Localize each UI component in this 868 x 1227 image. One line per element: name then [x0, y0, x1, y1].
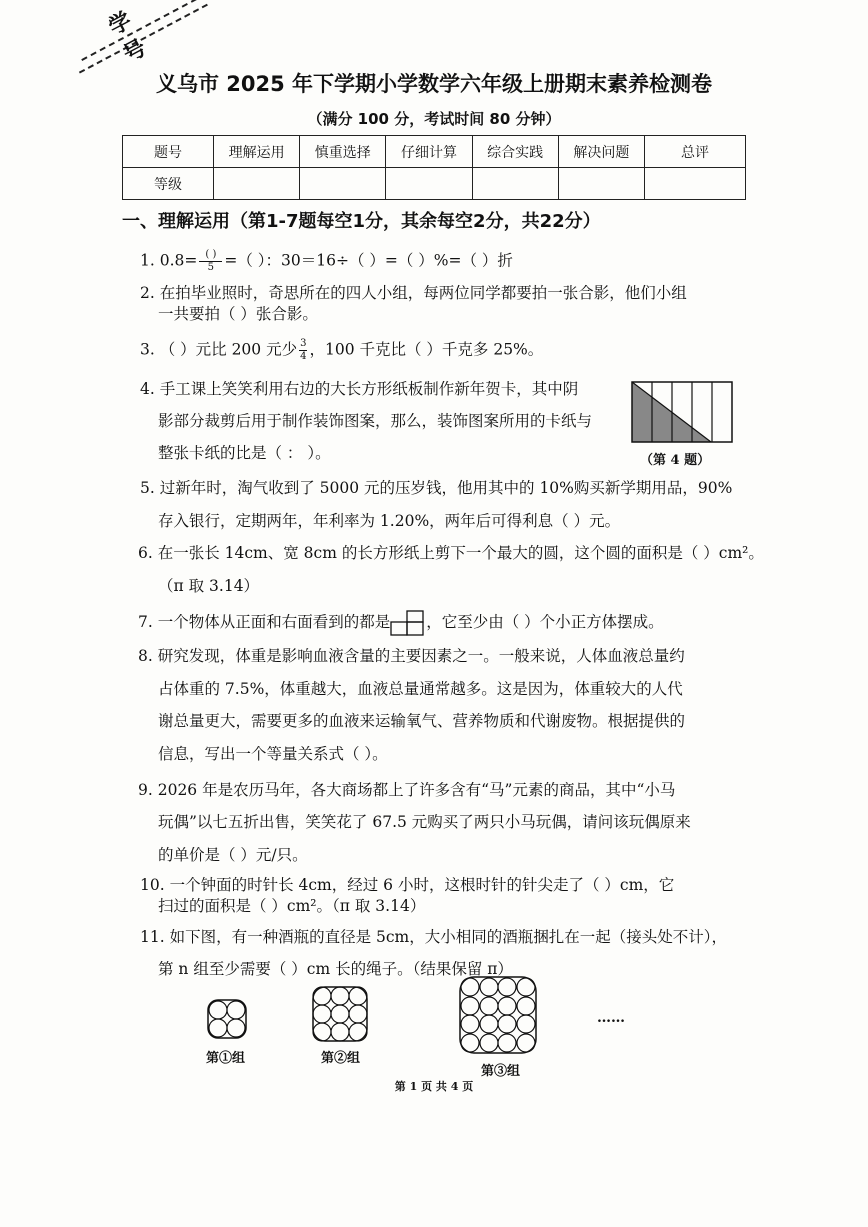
question-4-line-2: 影部分裁剪后用于制作装饰图案，那么，装饰图案所用的卡纸与	[158, 412, 593, 430]
question-2-line-2: 一共要拍（ ）张合影。	[158, 305, 318, 323]
q3-frac-num: 3	[300, 338, 307, 349]
q4-caption: （第 4 题）	[640, 453, 711, 468]
q7-view-figure	[390, 610, 426, 636]
table-row	[123, 168, 746, 200]
table-cell: 综合实践	[472, 136, 558, 168]
question-10-line-1: 10. 一个钟面的时针长 4cm，经过 6 小时，这根时针的针尖走了（ ）cm，它	[140, 876, 675, 894]
question-9-line-3: 的单价是（ ）元/只。	[158, 846, 308, 864]
table-row	[123, 136, 746, 168]
question-10-line-2: 扫过的面积是（ ）cm²。（π 取 3.14）	[158, 897, 426, 915]
bottle-group-3-label: 第③组	[481, 1064, 521, 1079]
page-subtitle: （满分 100 分，考试时间 80 分钟）	[307, 110, 561, 128]
bottle-group-2-label: 第②组	[321, 1051, 361, 1066]
bottle-group-3-figure	[459, 976, 537, 1054]
question-6-line-2: （π 取 3.14）	[158, 577, 260, 595]
ellipsis: ……	[597, 1010, 625, 1026]
question-4-line-3: 整张卡纸的比是（ ： ）。	[158, 444, 331, 462]
grade-cell[interactable]	[300, 168, 386, 200]
question-9-line-2: 玩偶”以七五折出售，笑笑花了 67.5 元购买了两只小马玩偶，请问该玩偶原来	[158, 813, 691, 831]
question-11-line-2: 第 n 组至少需要（ ）cm 长的绳子。（结果保留 π）	[158, 960, 513, 978]
page-footer: 第 1 页 共 4 页	[394, 1080, 474, 1093]
table-cell: 题号	[123, 136, 214, 168]
question-5-line-2: 存入银行，定期两年，年利率为 1.20%，两年后可得利息（ ）元。	[158, 512, 621, 530]
question-8-line-4: 信息，写出一个等量关系式（ ）。	[158, 745, 388, 763]
table-cell: 仔细计算	[386, 136, 472, 168]
question-6-line-1: 6. 在一张长 14cm、宽 8cm 的长方形纸上剪下一个最大的圆，这个圆的面积是（ ）cm²。	[138, 544, 764, 562]
grade-cell[interactable]	[472, 168, 558, 200]
question-1	[140, 249, 513, 274]
question-5-line-1: 5. 过新年时，淘气收到了 5000 元的压岁钱，他用其中的 10%购买新学期用品，90%	[140, 479, 733, 497]
page-title: 义乌市 2025 年下学期小学数学六年级上册期末素养检测卷	[155, 72, 713, 96]
q4-rectangle-figure	[631, 381, 733, 443]
question-7	[138, 610, 664, 636]
table-cell: 慎重选择	[300, 136, 386, 168]
q1-prefix: 1. 0.8=	[140, 251, 198, 270]
q3-frac-den: 4	[300, 351, 307, 362]
grade-cell[interactable]	[558, 168, 644, 200]
table-cell: 解决问题	[558, 136, 644, 168]
question-11-line-1: 11. 如下图，有一种酒瓶的直径是 5cm，大小相同的酒瓶捆扎在一起（接头处不计），	[140, 928, 727, 946]
q3-part-a: 3. （ ）元比 200 元少	[140, 340, 298, 359]
question-4-line-1: 4. 手工课上笑笑利用右边的大长方形纸板制作新年贺卡，其中阴	[140, 380, 579, 398]
student-id-label: 学号	[104, 7, 152, 68]
question-9-line-1: 9. 2026 年是农历马年，各大商场都上了许多含有“马”元素的商品，其中“小马	[138, 781, 676, 799]
question-8-line-3: 谢总量更大，需要更多的血液来运输氧气、营养物质和代谢废物。根据提供的	[158, 712, 686, 730]
q7-part-a: 7. 一个物体从正面和右面看到的都是	[138, 613, 391, 631]
q1-frac-den: 5	[207, 262, 215, 273]
grade-cell[interactable]	[386, 168, 472, 200]
q7-part-b: ，它至少由（ ）个小正方体摆成。	[426, 613, 664, 631]
dashed-line	[79, 4, 208, 74]
q3-part-b: ，100 千克比（ ）千克多 25%。	[309, 340, 544, 359]
q1-rest: =（ ）：30＝16÷（ ）=（ ）%=（ ）折	[224, 251, 513, 270]
table-cell: 理解运用	[214, 136, 300, 168]
table-cell: 总评	[645, 136, 746, 168]
bottle-group-2-figure	[312, 986, 368, 1042]
question-2-line-1: 2. 在拍毕业照时，奇思所在的四人小组，每两位同学都要拍一张合影，他们小组	[140, 284, 687, 302]
section-heading: 一、理解运用（第1-7题每空1分，其余每空2分，共22分）	[122, 211, 601, 232]
question-8-line-1: 8. 研究发现，体重是影响血液含量的主要因素之一。一般来说，人体血液总量约	[138, 647, 685, 665]
q3-fraction	[299, 338, 307, 363]
question-3	[140, 338, 543, 363]
grade-cell[interactable]	[645, 168, 746, 200]
grade-cell[interactable]	[214, 168, 300, 200]
bottle-group-1-figure	[207, 999, 247, 1039]
q1-frac-num: ( )	[199, 249, 222, 262]
table-cell: 等级	[123, 168, 214, 200]
q1-fraction	[199, 249, 222, 274]
score-table	[122, 135, 746, 200]
question-8-line-2: 占体重的 7.5%，体重越大，血液总量通常越多。这是因为，体重较大的人代	[158, 680, 683, 698]
bottle-group-1-label: 第①组	[206, 1051, 246, 1066]
